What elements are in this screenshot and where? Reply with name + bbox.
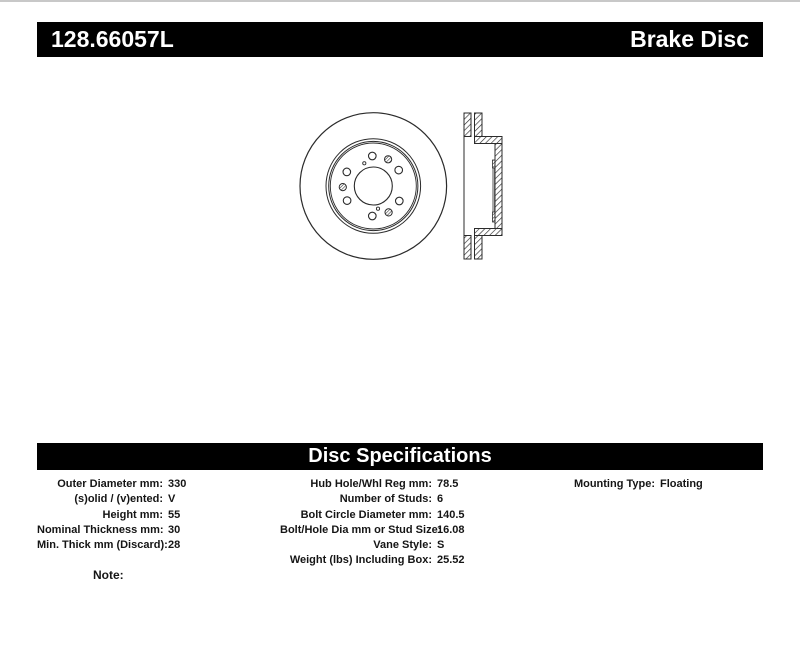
- stud-holes: [343, 152, 403, 220]
- spec-column-left: [37, 477, 186, 553]
- section-outboard-plate-bottom: [464, 236, 471, 260]
- spec-row: Outer Diameter mm: 330: [57, 478, 187, 490]
- spec-row: Min. Thick mm (Discard):28: [37, 539, 181, 552]
- section-outboard-plate-top: [464, 113, 471, 137]
- spec-row: Weight (lbs) Including Box: 25.52: [289, 554, 465, 567]
- spec-row: Number of Studs: 6: [339, 493, 444, 506]
- brake-disc-drawing-svg: [290, 95, 520, 270]
- brake-disc-front-view: [300, 113, 447, 260]
- section-mounting-flange: [495, 144, 502, 229]
- center-bore: [354, 167, 392, 205]
- section-bore-land-bottom: [493, 212, 496, 222]
- section-hub-bore: [493, 168, 495, 212]
- spec-row: (s)olid / (v)ented: V: [74, 493, 176, 506]
- spec-column-middle: [280, 477, 465, 569]
- spec-column-right: [530, 477, 703, 492]
- header-bar: [37, 22, 763, 57]
- spec-row: Mounting Type: Floating: [573, 478, 703, 490]
- product-type-title: Brake Disc: [630, 26, 749, 52]
- disc-outer-edge: [300, 113, 447, 260]
- section-hat-top: [475, 137, 503, 144]
- section-inboard-plate-top: [475, 113, 483, 137]
- section-inboard-plate-bottom: [475, 236, 483, 260]
- technical-drawing: [290, 95, 520, 270]
- section-hat-bottom: [475, 229, 503, 236]
- specifications-title: Disc Specifications: [308, 445, 492, 467]
- brake-disc-section-view: [464, 113, 502, 259]
- spec-row: Nominal Thickness mm: 30: [37, 523, 181, 536]
- section-bore-land-top: [493, 160, 496, 168]
- spec-row: Height mm: 55: [102, 508, 181, 521]
- spec-row: Bolt Circle Diameter mm: 140.5: [300, 508, 465, 521]
- page-top-border: [0, 0, 800, 2]
- specifications-header-bar: [37, 443, 763, 470]
- spec-row: Vane Style: S: [373, 539, 445, 552]
- part-number: 128.66057L: [51, 26, 174, 52]
- spec-row: Bolt/Hole Dia mm or Stud Size:16.08: [280, 523, 465, 536]
- note-label: Note:: [93, 568, 124, 582]
- spec-row: Hub Hole/Whl Reg mm: 78.5: [310, 478, 459, 490]
